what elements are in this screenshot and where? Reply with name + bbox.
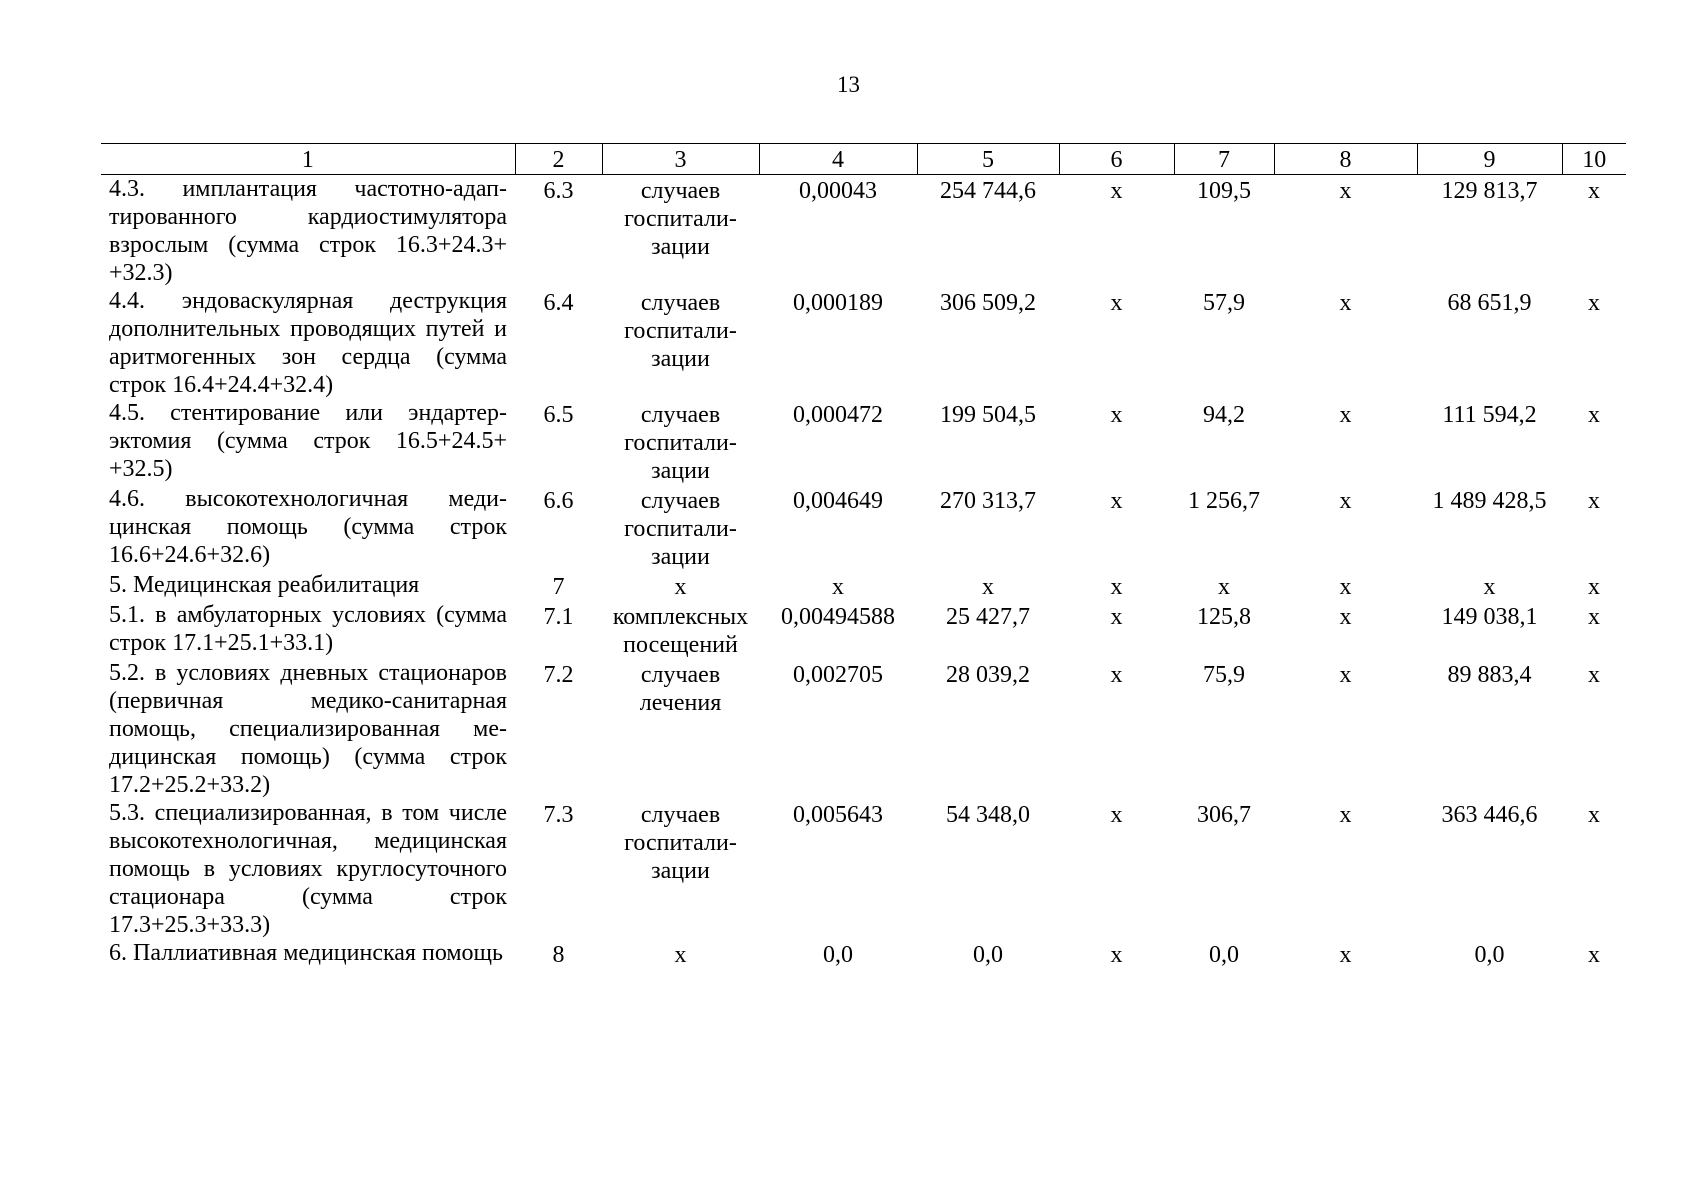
row-value: х [1339, 402, 1352, 428]
column-header: 2 [515, 144, 602, 175]
data-table [101, 143, 1626, 969]
row-code: 6.3 [543, 178, 574, 204]
row-code: 8 [552, 942, 565, 968]
row-value: 0,005643 [793, 802, 883, 828]
row-value: х [1110, 574, 1123, 600]
row-value: 109,5 [1197, 178, 1251, 204]
row-value: х [1483, 574, 1496, 600]
row-code: 6.4 [543, 290, 574, 316]
row-value: 199 504,5 [940, 402, 1036, 428]
row-value: х [1339, 942, 1352, 968]
row-unit: случаев лечения [639, 662, 722, 716]
row-value: х [1339, 178, 1352, 204]
row-value: х [1588, 574, 1600, 600]
table-row [101, 601, 1626, 659]
row-value: 149 038,1 [1441, 604, 1538, 630]
row-code: 7 [552, 574, 565, 600]
row-value: х [1110, 802, 1123, 828]
row-value: 0,002705 [793, 662, 883, 688]
row-name: 4.3. имплантация частотно-адаптированного кардиостимулятора взрослым (сумма строк 16.3+24.3+ +32.3) [109, 176, 507, 286]
row-value: 54 348,0 [946, 802, 1030, 828]
row-code: 6.6 [543, 488, 574, 514]
header-row [101, 144, 1626, 175]
row-value: х [1110, 604, 1123, 630]
row-value: 0,0 [823, 942, 853, 968]
table-row [101, 659, 1626, 799]
row-code: 7.2 [543, 662, 574, 688]
row-unit: случаев госпитализации [624, 402, 737, 484]
row-name: 6. Паллиативная медицинская помощь [109, 940, 503, 966]
row-unit: случаев госпитализации [624, 488, 737, 570]
row-unit: случаев госпитализации [624, 178, 737, 260]
row-value: х [1110, 488, 1123, 514]
row-value: х [1110, 402, 1123, 428]
column-header: 4 [759, 144, 917, 175]
row-value: 306,7 [1197, 802, 1251, 828]
row-value: х [1339, 662, 1352, 688]
row-value: х [1339, 290, 1352, 316]
row-code: 6.5 [543, 402, 574, 428]
column-header: 1 [101, 144, 515, 175]
row-value: 125,8 [1197, 604, 1251, 630]
row-unit: комплексных посещений [612, 604, 749, 658]
row-value: х [1588, 402, 1600, 428]
row-value: 111 594,2 [1442, 402, 1537, 428]
row-value: х [1588, 802, 1600, 828]
row-value: 363 446,6 [1441, 802, 1538, 828]
row-unit: случаев госпитализации [624, 290, 737, 372]
column-header: 5 [917, 144, 1059, 175]
table-row [101, 571, 1626, 601]
table-row [101, 399, 1626, 485]
row-name: 5.1. в амбулаторных условиях (сумма строк 17.1+25.1+33.1) [109, 602, 507, 656]
row-name: 4.5. стентирование или эндартерэктомия (сумма строк 16.5+24.5+ +32.5) [109, 400, 507, 482]
row-value: х [1588, 290, 1600, 316]
row-value: 0,000472 [793, 402, 883, 428]
row-name: 5.2. в условиях дневных стационаров (первичная медико-санитарная помощь, специализированная медицинская помощь) (сумма строк 17.2+25.2+33.2) [109, 660, 507, 798]
table-row [101, 287, 1626, 399]
row-value: 89 883,4 [1447, 662, 1532, 688]
row-name: 5. Медицинская реабилитация [109, 572, 420, 598]
column-header: 6 [1059, 144, 1174, 175]
row-value: х [1110, 662, 1123, 688]
row-unit: случаев госпитализации [624, 802, 737, 884]
row-value: х [1588, 488, 1600, 514]
row-unit: х [674, 574, 687, 600]
row-value: х [1339, 574, 1352, 600]
row-name: 4.6. высокотехнологичная медицинская помощь (сумма строк 16.6+24.6+32.6) [109, 486, 507, 568]
row-code: 7.3 [543, 802, 574, 828]
row-value: 270 313,7 [940, 488, 1036, 514]
row-value: х [1588, 178, 1600, 204]
row-value: х [1339, 604, 1352, 630]
row-value: 254 744,6 [940, 178, 1036, 204]
column-header: 9 [1417, 144, 1562, 175]
row-value: х [1588, 604, 1600, 630]
table-row [101, 485, 1626, 571]
column-header: 7 [1174, 144, 1274, 175]
row-value: х [982, 574, 994, 600]
row-value: 0,004649 [793, 488, 883, 514]
row-value: 75,9 [1203, 662, 1245, 688]
row-code: 7.1 [543, 604, 574, 630]
row-value: х [832, 574, 844, 600]
column-header: 3 [602, 144, 759, 175]
row-name: 5.3. специализированная, в том числе высокотехнологичная, медицинская помощь в условиях круглосуточного стационара (сумма строк 17.3+25.3+33.3) [109, 800, 507, 938]
row-value: 57,9 [1203, 290, 1245, 316]
row-value: 1 256,7 [1188, 488, 1260, 514]
row-value: 28 039,2 [946, 662, 1030, 688]
row-value: 0,00043 [799, 178, 877, 204]
row-value: 25 427,7 [946, 604, 1030, 630]
column-header: 10 [1562, 144, 1626, 175]
row-value: 94,2 [1203, 402, 1245, 428]
row-value: 0,0 [1474, 942, 1505, 968]
row-value: 0,000189 [793, 290, 883, 316]
table-row [101, 175, 1626, 288]
page-number: 13 [837, 72, 860, 97]
row-value: 0,00494588 [781, 604, 895, 630]
row-value: х [1218, 574, 1230, 600]
column-header: 8 [1274, 144, 1417, 175]
row-value: 0,0 [973, 942, 1003, 968]
row-value: 1 489 428,5 [1432, 488, 1547, 514]
row-value: 68 651,9 [1447, 290, 1532, 316]
row-unit: х [674, 942, 687, 968]
row-value: 306 509,2 [940, 290, 1036, 316]
table-row [101, 939, 1626, 969]
row-value: х [1110, 942, 1123, 968]
row-value: х [1588, 942, 1600, 968]
row-name: 4.4. эндоваскулярная деструкция дополнительных проводящих путей и аритмогенных зон сердца (сумма строк 16.4+24.4+32.4) [109, 288, 507, 398]
row-value: х [1110, 290, 1123, 316]
row-value: 0,0 [1209, 942, 1239, 968]
table-row [101, 799, 1626, 939]
row-value: 129 813,7 [1441, 178, 1538, 204]
row-value: х [1339, 488, 1352, 514]
row-value: х [1588, 662, 1600, 688]
row-value: х [1110, 178, 1123, 204]
row-value: х [1339, 802, 1352, 828]
